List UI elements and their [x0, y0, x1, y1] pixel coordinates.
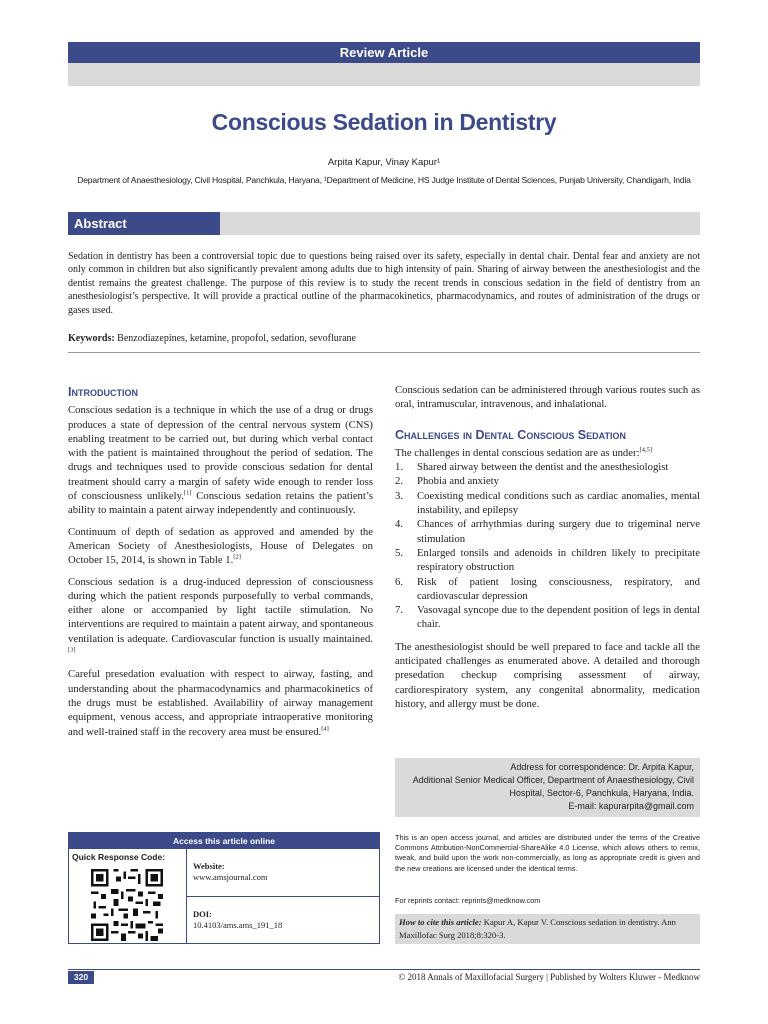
correspondence-line: Additional Senior Medical Officer, Department of Anaesthesiology, Civil	[412, 775, 694, 785]
list-item: 2. Phobia and anxiety	[395, 475, 499, 488]
abstract-heading-bar	[220, 212, 700, 235]
qr-cell	[69, 849, 187, 944]
page-number: 320	[68, 971, 94, 984]
access-article-box	[68, 832, 380, 944]
license-text: This is an open access journal, and articles are distributed under the terms of the Creative Commons Attribution-NonCommercial-ShareAlike 4.0 License, which allows others to remix, tweak, and build upon the work non-commercially, as long as appropriate credit is given and the new creations are licensed under the identical terms.	[395, 833, 700, 873]
reprints-contact: For reprints contact: reprints@medknow.com	[395, 896, 541, 905]
anesthesiologist-paragraph: The anesthesiologist should be well prepared to face and tackle all the anticipated challenges as enumerated above. A detailed and thorough presedation checkup comprising assessment of airway, cardiorespiratory system, any congenital abnormality, medication history, and allergy must be done.	[395, 640, 700, 710]
list-item: 1. Shared airway between the dentist and the anesthesiologist	[395, 461, 669, 474]
section-heading-challenges: Challenges in Dental Conscious Sedation	[395, 427, 626, 442]
list-item: 4. Chances of arrhythmias during surgery due to trigeminal nerve stimulation	[395, 518, 700, 545]
abstract-heading: Abstract	[68, 212, 220, 235]
abstract-text: Sedation in dentistry has been a controversial topic due to questions being raised over its safety, especially in dental chair. Dental fear and anxiety are not only common in children but also significantly prevalent among adults due to high intensity of pain. Sharing of airway between the anesthesiologist and the dentist remains the greatest challenge. The purpose of this review is to study the recent trends in conscious sedation in the field of dentistry from an anesthesiologist’s perspective. It will provide a practical outline of the pharmacokinetics, pharmacodynamics, and routes of administration of the drugs or gases used.	[68, 251, 700, 316]
website-cell	[187, 849, 379, 897]
citation-box	[395, 914, 700, 944]
routes-paragraph: Conscious sedation can be administered through various routes such as oral, intramuscular, intravenous, and inhalational.	[395, 384, 700, 411]
website-link[interactable]: www.amsjournal.com	[193, 872, 268, 882]
citation-ref[interactable]: [3]	[68, 646, 76, 654]
affiliation: Department of Anaesthesiology, Civil Hospital, Panchkula, Haryana, ¹Department of Medicine, HS Judge Institute of Dental Sciences, Punjab University, Chandigarh, India	[77, 175, 691, 185]
intro-paragraph-2: Continuum of depth of sedation as approved and amended by the American Society of Anesthesiologists, House of Delegates on October 15, 2014, is shown in Table 1.[2]	[68, 525, 373, 567]
correspondence-line: Address for correspondence: Dr. Arpita Kapur,	[510, 762, 694, 772]
citation-ref[interactable]: [2]	[233, 553, 241, 561]
list-item: 7. Vasovagal syncope due to the dependent position of legs in dental chair.	[395, 604, 700, 631]
citation-text: Kapur A, Kapur V. Conscious sedation in dentistry. Ann Maxillofac Surg 2018;8:320-3.	[399, 917, 676, 940]
keywords-list: Benzodiazepines, ketamine, propofol, sedation, sevoflurane	[117, 333, 356, 344]
correspondence-box	[395, 758, 700, 817]
list-item: 3. Coexisting medical conditions such as cardiac anomalies, mental instability, and epilepsy	[395, 489, 700, 517]
list-item: 6. Risk of patient losing consciousness, respiratory, and cardiovascular depression	[395, 575, 700, 602]
correspondence-email[interactable]: E-mail: kapurarpita@gmail.com	[568, 801, 694, 811]
qr-code-icon[interactable]	[91, 869, 163, 941]
website-label: Website:	[193, 861, 225, 871]
list-item: 5. Enlarged tonsils and adenoids in children likely to precipitate respiratory obstruction	[395, 546, 700, 574]
article-type-banner: Review Article	[68, 42, 700, 63]
footer-text: © 2018 Annals of Maxillofacial Surgery | Published by Wolters Kluwer - Medknow	[398, 972, 700, 982]
doi-label: DOI:	[193, 909, 212, 919]
citation-label: How to cite this article:	[399, 917, 482, 927]
doi-cell	[187, 897, 379, 944]
access-heading: Access this article online	[69, 833, 379, 849]
keywords	[68, 333, 700, 344]
abstract-divider	[68, 352, 700, 353]
intro-paragraph-1: Conscious sedation is a technique in which the use of a drug or drugs produces a state of depression of the central nervous system (CNS) enabling treatment to be carried out, but during which verbal contact with the patient is maintained throughout the period of sedation. The drugs and techniques used to provide conscious sedation for dental treatment should carry a margin of safety wide enough to render loss of consciousness unlikely.[1] Conscious sedation retains the patient’s ability to maintain a patent airway independently and continuously.	[68, 404, 373, 517]
qr-label: Quick Response Code:	[72, 852, 166, 862]
keywords-label: Keywords:	[68, 333, 115, 344]
challenges-lead: The challenges in dental conscious sedation are as under:[4,5]	[395, 446, 653, 459]
footer-rule	[68, 969, 700, 970]
citation-ref[interactable]: [4]	[321, 724, 329, 732]
authors: Arpita Kapur, Vinay Kapur¹	[327, 157, 441, 168]
intro-paragraph-3: Conscious sedation is a drug-induced depression of consciousness during which the patient responds purposefully to verbal commands, either alone or accompanied by light tactile stimulation. No interventions are required to maintain a patent airway, and spontaneous ventilation is adequate. Cardiovascular function is usually maintained.[3]	[68, 575, 373, 654]
right-column	[395, 383, 700, 718]
citation-ref[interactable]: [4,5]	[639, 446, 653, 454]
article-title: Conscious Sedation in Dentistry	[211, 109, 557, 135]
doi-link[interactable]: 10.4103/ams.ams_191_18	[193, 920, 283, 930]
intro-paragraph-4: Careful presedation evaluation with respect to airway, fasting, and understanding about the pharmacodynamics and pharmacokinetics of the drugs must be established. Availability of airway management equipment, venous access, and appropriate intraoperative monitoring and well-trained staff in the recovery area must be ensured.[4]	[68, 668, 373, 738]
correspondence-line: Hospital, Sector-6, Panchkula, Haryana, India.	[509, 788, 694, 798]
citation-ref[interactable]: [1]	[183, 489, 192, 497]
challenges-list	[395, 460, 700, 632]
banner-subbar	[68, 63, 700, 86]
left-column	[68, 385, 373, 746]
section-heading-introduction: Introduction	[68, 385, 138, 399]
